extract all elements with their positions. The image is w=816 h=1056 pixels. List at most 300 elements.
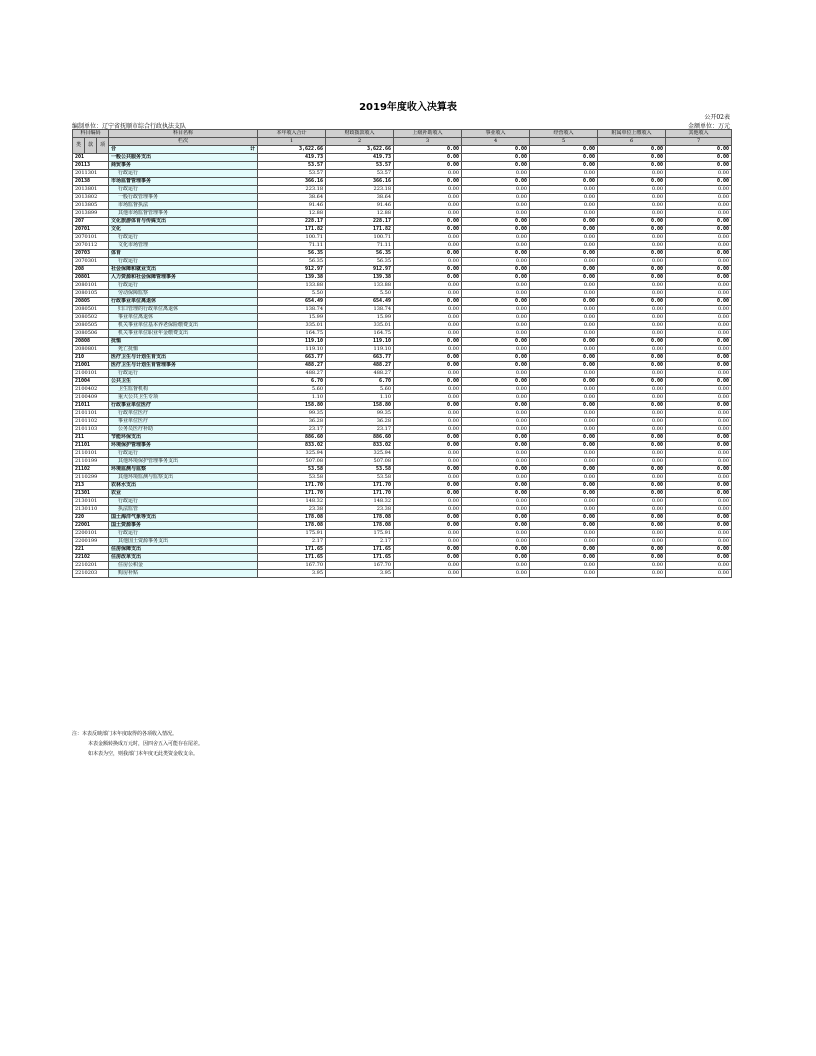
subject-code: 207	[73, 218, 109, 226]
amount-cell: 53.57	[326, 170, 394, 178]
amount-cell: 0.00	[666, 290, 732, 298]
amount-cell: 175.91	[326, 530, 394, 538]
subject-name: 死亡抚恤	[109, 346, 258, 354]
amount-cell: 139.38	[326, 274, 394, 282]
subject-code: 21011	[73, 402, 109, 410]
amount-cell: 0.00	[530, 346, 598, 354]
subject-name: 医疗卫生与计划生育支出	[109, 354, 258, 362]
col-header: 上级补助收入	[394, 130, 462, 138]
amount-cell: 0.00	[462, 258, 530, 266]
amount-cell: 0.00	[462, 482, 530, 490]
table-row	[73, 258, 732, 266]
amount-cell: 0.00	[530, 170, 598, 178]
amount-cell: 0.00	[666, 314, 732, 322]
total-row	[73, 146, 732, 154]
subject-code: 2080506	[73, 330, 109, 338]
table-row	[73, 490, 732, 498]
amount-cell: 0.00	[530, 514, 598, 522]
subject-code: 21004	[73, 378, 109, 386]
table-row	[73, 394, 732, 402]
subject-name: 归口管理的行政单位离退休	[109, 306, 258, 314]
table-row	[73, 418, 732, 426]
amount-cell: 0.00	[394, 362, 462, 370]
amount-cell: 0.00	[530, 162, 598, 170]
amount-cell: 0.00	[530, 226, 598, 234]
amount-cell: 325.94	[258, 450, 326, 458]
amount-cell: 171.70	[258, 490, 326, 498]
amount-cell: 0.00	[530, 482, 598, 490]
amount-cell: 0.00	[598, 570, 666, 578]
amount-cell: 335.01	[258, 322, 326, 330]
table-row	[73, 570, 732, 578]
amount-cell: 0.00	[530, 266, 598, 274]
table-row	[73, 306, 732, 314]
amount-cell: 1.10	[326, 394, 394, 402]
subject-code: 2200199	[73, 538, 109, 546]
amount-cell: 0.00	[666, 362, 732, 370]
amount-cell: 0.00	[530, 410, 598, 418]
subject-name: 住房公积金	[109, 562, 258, 570]
amount-cell: 0.00	[666, 298, 732, 306]
amount-cell: 71.11	[258, 242, 326, 250]
amount-cell: 0.00	[530, 554, 598, 562]
amount-cell: 178.08	[326, 522, 394, 530]
subject-code: 2210201	[73, 562, 109, 570]
amount-cell: 0.00	[462, 498, 530, 506]
subject-code: 20805	[73, 298, 109, 306]
amount-cell: 0.00	[462, 186, 530, 194]
amount-cell: 0.00	[462, 514, 530, 522]
table-row	[73, 202, 732, 210]
amount-cell: 0.00	[530, 418, 598, 426]
amount-cell: 0.00	[462, 170, 530, 178]
code-header: 科目编码	[73, 130, 109, 138]
col-number: 2	[326, 138, 394, 146]
amount-cell: 0.00	[598, 530, 666, 538]
amount-cell: 0.00	[666, 282, 732, 290]
amount-cell: 0.00	[394, 274, 462, 282]
table-row	[73, 450, 732, 458]
amount-cell: 0.00	[666, 426, 732, 434]
amount-cell: 0.00	[530, 274, 598, 282]
amount-cell: 0.00	[462, 338, 530, 346]
amount-cell: 223.18	[258, 186, 326, 194]
amount-cell: 0.00	[598, 178, 666, 186]
amount-cell: 0.00	[666, 178, 732, 186]
table-row	[73, 338, 732, 346]
amount-cell: 0.00	[666, 378, 732, 386]
amount-cell: 0.00	[462, 194, 530, 202]
subject-code: 213	[73, 482, 109, 490]
amount-cell: 91.46	[326, 202, 394, 210]
col-header: 事业收入	[462, 130, 530, 138]
amount-cell: 833.02	[326, 442, 394, 450]
col-number: 7	[666, 138, 732, 146]
amount-cell: 164.75	[326, 330, 394, 338]
amount-cell: 138.74	[326, 306, 394, 314]
amount-cell: 0.00	[666, 186, 732, 194]
total-ji: 计	[250, 146, 256, 152]
subject-name: 劳动保障监察	[109, 290, 258, 298]
amount-cell: 0.00	[530, 490, 598, 498]
total-value: 0.00	[394, 146, 462, 154]
subject-name: 国土海洋气象等支出	[109, 514, 258, 522]
amount-cell: 0.00	[666, 562, 732, 570]
amount-cell: 0.00	[462, 218, 530, 226]
subject-name: 其他国土资源事务支出	[109, 538, 258, 546]
subject-code: 2070112	[73, 242, 109, 250]
subject-code: 2013801	[73, 186, 109, 194]
table-row	[73, 554, 732, 562]
amount-cell: 0.00	[394, 394, 462, 402]
subject-code: 2101101	[73, 410, 109, 418]
amount-cell: 0.00	[598, 218, 666, 226]
subject-code: 2200101	[73, 530, 109, 538]
amount-cell: 119.10	[258, 338, 326, 346]
amount-cell: 0.00	[598, 186, 666, 194]
amount-cell: 0.00	[666, 370, 732, 378]
amount-cell: 56.35	[326, 250, 394, 258]
total-value: 0.00	[462, 146, 530, 154]
amount-cell: 0.00	[666, 154, 732, 162]
amount-cell: 0.00	[462, 474, 530, 482]
amount-cell: 23.17	[258, 426, 326, 434]
amount-cell: 38.64	[258, 194, 326, 202]
col-number: 3	[394, 138, 462, 146]
amount-cell: 0.00	[530, 314, 598, 322]
amount-cell: 0.00	[666, 466, 732, 474]
amount-cell: 0.00	[394, 426, 462, 434]
table-row	[73, 442, 732, 450]
subject-code: 2013802	[73, 194, 109, 202]
amount-cell: 133.88	[326, 282, 394, 290]
table-row	[73, 506, 732, 514]
amount-cell: 0.00	[598, 202, 666, 210]
table-row	[73, 322, 732, 330]
amount-cell: 171.65	[326, 546, 394, 554]
col-header: 财政拨款收入	[326, 130, 394, 138]
amount-cell: 0.00	[394, 490, 462, 498]
amount-cell: 0.00	[462, 274, 530, 282]
table-row	[73, 186, 732, 194]
amount-cell: 0.00	[530, 234, 598, 242]
amount-cell: 0.00	[394, 322, 462, 330]
amount-cell: 488.27	[258, 362, 326, 370]
amount-cell: 0.00	[462, 290, 530, 298]
amount-cell: 0.00	[666, 330, 732, 338]
income-table	[72, 129, 732, 578]
subject-name: 执法监管	[109, 506, 258, 514]
amount-cell: 0.00	[462, 554, 530, 562]
amount-cell: 0.00	[394, 202, 462, 210]
xiang-header: 项	[97, 138, 109, 154]
subject-name: 人力资源和社会保障管理事务	[109, 274, 258, 282]
table-row	[73, 274, 732, 282]
table-row	[73, 522, 732, 530]
amount-cell: 0.00	[462, 410, 530, 418]
subject-code: 2110299	[73, 474, 109, 482]
table-row	[73, 530, 732, 538]
amount-cell: 0.00	[394, 210, 462, 218]
amount-cell: 0.00	[598, 522, 666, 530]
amount-cell: 0.00	[666, 210, 732, 218]
form-number: 公开02表	[704, 114, 730, 121]
subject-name: 一般公共服务支出	[109, 154, 258, 162]
amount-cell: 0.00	[530, 362, 598, 370]
subject-name: 行政运行	[109, 370, 258, 378]
amount-cell: 833.02	[258, 442, 326, 450]
amount-cell: 133.88	[258, 282, 326, 290]
amount-cell: 119.10	[326, 338, 394, 346]
subject-name: 行政事业单位医疗	[109, 402, 258, 410]
amount-cell: 0.00	[394, 346, 462, 354]
amount-cell: 6.70	[258, 378, 326, 386]
amount-cell: 0.00	[666, 226, 732, 234]
table-row	[73, 538, 732, 546]
amount-cell: 0.00	[666, 170, 732, 178]
amount-cell: 325.94	[326, 450, 394, 458]
subject-code: 2130110	[73, 506, 109, 514]
amount-cell: 228.17	[326, 218, 394, 226]
amount-cell: 0.00	[598, 410, 666, 418]
table-row	[73, 178, 732, 186]
amount-cell: 0.00	[530, 530, 598, 538]
amount-cell: 56.35	[258, 250, 326, 258]
amount-cell: 53.57	[258, 162, 326, 170]
amount-cell: 0.00	[394, 370, 462, 378]
subject-code: 221	[73, 546, 109, 554]
amount-cell: 138.74	[258, 306, 326, 314]
amount-cell: 0.00	[598, 346, 666, 354]
amount-cell: 0.00	[462, 522, 530, 530]
table-row	[73, 482, 732, 490]
amount-cell: 0.00	[666, 402, 732, 410]
table-row	[73, 474, 732, 482]
amount-cell: 0.00	[394, 298, 462, 306]
footnote: 如本表为空，则我部门本年度无此类资金收支余。	[88, 751, 199, 757]
amount-cell: 0.00	[462, 314, 530, 322]
subject-code: 20701	[73, 226, 109, 234]
amount-cell: 0.00	[462, 538, 530, 546]
subject-code: 2080801	[73, 346, 109, 354]
subject-code: 21101	[73, 442, 109, 450]
amount-cell: 0.00	[462, 306, 530, 314]
amount-cell: 0.00	[666, 162, 732, 170]
amount-cell: 175.91	[258, 530, 326, 538]
amount-cell: 0.00	[530, 330, 598, 338]
amount-cell: 0.00	[462, 378, 530, 386]
amount-cell: 0.00	[598, 538, 666, 546]
amount-cell: 0.00	[666, 434, 732, 442]
amount-cell: 0.00	[530, 154, 598, 162]
amount-cell: 0.00	[666, 242, 732, 250]
subject-code: 201	[73, 154, 109, 162]
amount-cell: 171.65	[258, 554, 326, 562]
amount-cell: 0.00	[598, 450, 666, 458]
amount-cell: 0.00	[598, 242, 666, 250]
amount-cell: 0.00	[530, 194, 598, 202]
amount-cell: 15.99	[326, 314, 394, 322]
amount-cell: 0.00	[598, 394, 666, 402]
table-row	[73, 354, 732, 362]
amount-cell: 0.00	[598, 266, 666, 274]
amount-cell: 0.00	[530, 282, 598, 290]
table-row	[73, 466, 732, 474]
amount-cell: 0.00	[598, 386, 666, 394]
amount-cell: 0.00	[530, 506, 598, 514]
table-row	[73, 242, 732, 250]
amount-cell: 56.35	[258, 258, 326, 266]
amount-cell: 53.57	[258, 170, 326, 178]
amount-cell: 0.00	[666, 234, 732, 242]
amount-cell: 0.00	[394, 258, 462, 266]
amount-cell: 0.00	[530, 306, 598, 314]
subject-name: 公共卫生	[109, 378, 258, 386]
amount-cell: 0.00	[598, 306, 666, 314]
amount-cell: 0.00	[598, 282, 666, 290]
col-number: 5	[530, 138, 598, 146]
subject-code: 22001	[73, 522, 109, 530]
amount-cell: 0.00	[666, 538, 732, 546]
amount-cell: 15.99	[258, 314, 326, 322]
amount-cell: 0.00	[462, 370, 530, 378]
amount-cell: 0.00	[530, 354, 598, 362]
amount-cell: 0.00	[530, 258, 598, 266]
subject-name: 其他环境保护管理事务支出	[109, 458, 258, 466]
subject-name: 农业	[109, 490, 258, 498]
amount-cell: 0.00	[394, 386, 462, 394]
amount-cell: 0.00	[598, 314, 666, 322]
amount-cell: 0.00	[598, 362, 666, 370]
amount-cell: 0.00	[530, 290, 598, 298]
subject-code: 2130101	[73, 498, 109, 506]
subject-code: 2070101	[73, 234, 109, 242]
amount-cell: 0.00	[462, 178, 530, 186]
subject-name: 机关事业单位基本养老保险缴费支出	[109, 322, 258, 330]
table-row	[73, 162, 732, 170]
amount-cell: 0.00	[462, 330, 530, 338]
amount-cell: 488.27	[326, 370, 394, 378]
amount-cell: 0.00	[530, 186, 598, 194]
amount-cell: 0.00	[394, 442, 462, 450]
amount-cell: 0.00	[462, 450, 530, 458]
amount-cell: 0.00	[666, 258, 732, 266]
subject-name: 文化市场管理	[109, 242, 258, 250]
subject-code: 21301	[73, 490, 109, 498]
amount-cell: 5.60	[326, 386, 394, 394]
table-row	[73, 170, 732, 178]
subject-name: 一般行政管理事务	[109, 194, 258, 202]
amount-cell: 654.49	[258, 298, 326, 306]
table-row	[73, 194, 732, 202]
table-row	[73, 402, 732, 410]
amount-cell: 0.00	[394, 234, 462, 242]
amount-cell: 0.00	[666, 338, 732, 346]
amount-cell: 167.70	[258, 562, 326, 570]
amount-cell: 171.70	[258, 482, 326, 490]
amount-cell: 164.75	[258, 330, 326, 338]
amount-cell: 0.00	[598, 442, 666, 450]
amount-cell: 0.00	[462, 402, 530, 410]
amount-cell: 119.10	[258, 346, 326, 354]
amount-cell: 0.00	[394, 194, 462, 202]
amount-cell: 0.00	[394, 570, 462, 578]
amount-cell: 71.11	[326, 242, 394, 250]
amount-cell: 12.88	[258, 210, 326, 218]
subject-name: 社会保障和就业支出	[109, 266, 258, 274]
amount-cell: 0.00	[530, 338, 598, 346]
amount-cell: 663.77	[326, 354, 394, 362]
amount-cell: 53.58	[258, 474, 326, 482]
amount-cell: 0.00	[530, 322, 598, 330]
table-row	[73, 290, 732, 298]
amount-cell: 0.00	[462, 354, 530, 362]
amount-cell: 91.46	[258, 202, 326, 210]
amount-cell: 0.00	[530, 442, 598, 450]
amount-cell: 0.00	[462, 466, 530, 474]
amount-cell: 0.00	[530, 466, 598, 474]
amount-cell: 0.00	[394, 434, 462, 442]
amount-cell: 0.00	[394, 282, 462, 290]
amount-cell: 100.71	[326, 234, 394, 242]
amount-cell: 0.00	[666, 418, 732, 426]
table-row	[73, 386, 732, 394]
amount-cell: 0.00	[462, 242, 530, 250]
subject-code: 2110101	[73, 450, 109, 458]
amount-cell: 0.00	[666, 346, 732, 354]
amount-cell: 148.32	[326, 498, 394, 506]
amount-cell: 0.00	[598, 562, 666, 570]
lei-header: 类	[73, 138, 85, 154]
amount-cell: 0.00	[530, 434, 598, 442]
amount-cell: 0.00	[462, 530, 530, 538]
subject-name: 市场监督管理事务	[109, 178, 258, 186]
amount-cell: 0.00	[394, 506, 462, 514]
amount-cell: 0.00	[394, 354, 462, 362]
amount-cell: 178.08	[258, 522, 326, 530]
subject-name: 体育	[109, 250, 258, 258]
col-header: 本年收入合计	[258, 130, 326, 138]
kuan-header: 款	[85, 138, 97, 154]
amount-cell: 0.00	[462, 426, 530, 434]
amount-cell: 0.00	[666, 530, 732, 538]
amount-cell: 419.73	[258, 154, 326, 162]
subject-name: 事业单位医疗	[109, 418, 258, 426]
amount-cell: 0.00	[394, 554, 462, 562]
amount-cell: 0.00	[462, 434, 530, 442]
col-header: 附属单位上缴收入	[598, 130, 666, 138]
amount-cell: 0.00	[598, 210, 666, 218]
amount-cell: 886.60	[258, 434, 326, 442]
subject-code: 2013899	[73, 210, 109, 218]
table-row	[73, 154, 732, 162]
amount-cell: 0.00	[666, 498, 732, 506]
amount-cell: 0.00	[666, 570, 732, 578]
amount-cell: 0.00	[394, 178, 462, 186]
amount-cell: 53.58	[326, 474, 394, 482]
amount-cell: 0.00	[394, 218, 462, 226]
table-row	[73, 370, 732, 378]
footnote: 注：本表反映部门本年度取得的各项收入情况。	[72, 731, 178, 737]
table-row	[73, 234, 732, 242]
amount-cell: 0.00	[530, 522, 598, 530]
amount-cell: 36.28	[326, 418, 394, 426]
subject-name: 农林水支出	[109, 482, 258, 490]
amount-cell: 0.00	[598, 426, 666, 434]
amount-cell: 171.82	[258, 226, 326, 234]
amount-cell: 0.00	[394, 250, 462, 258]
amount-cell: 0.00	[598, 498, 666, 506]
